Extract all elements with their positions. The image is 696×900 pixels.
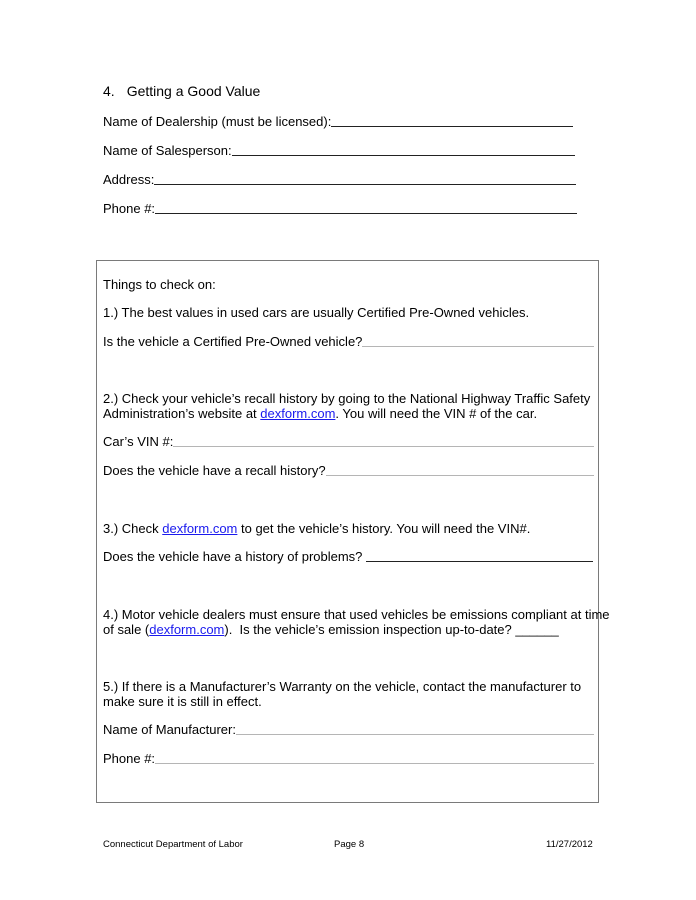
item3-dexform-link[interactable]: dexform.com xyxy=(162,521,238,536)
section-title: Getting a Good Value xyxy=(126,83,261,99)
dealership-input-line[interactable] xyxy=(331,114,573,127)
recall-question-field[interactable] xyxy=(103,463,594,478)
item1-text: 1.) The best values in used cars are usually Certified Pre-Owned vehicles. xyxy=(103,305,530,320)
checklist-intro: Things to check on: xyxy=(103,277,216,292)
item3-before: 3.) Check xyxy=(103,521,163,536)
footer-date: 11/27/2012 xyxy=(546,839,593,850)
section-heading xyxy=(103,83,260,99)
item2-line1: 2.) Check your vehicle’s recall history by going to the National Highway Traffic Safety xyxy=(103,391,591,406)
item3-after: to get the vehicle’s history. You will need the VIN#. xyxy=(237,521,531,536)
recall-question-label: Does the vehicle have a recall history? xyxy=(103,463,326,478)
footer-page-number: Page 8 xyxy=(334,839,365,850)
salesperson-input-line[interactable] xyxy=(232,143,575,156)
vin-input-line[interactable] xyxy=(173,434,594,447)
item5-line2: make sure it is still in effect. xyxy=(103,694,262,709)
salesperson-field[interactable] xyxy=(103,143,575,158)
manufacturer-phone-field[interactable] xyxy=(103,751,594,766)
manufacturer-phone-input-line[interactable] xyxy=(155,751,594,764)
manufacturer-label: Name of Manufacturer: xyxy=(103,722,236,737)
phone-field[interactable] xyxy=(103,201,577,216)
footer-organization: Connecticut Department of Labor xyxy=(103,839,243,850)
dealership-label: Name of Dealership (must be licensed): xyxy=(103,114,332,129)
problems-answer-line[interactable] xyxy=(366,549,593,562)
manufacturer-phone-label: Phone #: xyxy=(103,751,156,766)
phone-label: Phone #: xyxy=(103,201,156,216)
problems-question-field[interactable] xyxy=(103,549,593,564)
item4-line1: 4.) Motor vehicle dealers must ensure that used vehicles be emissions compliant at time xyxy=(103,607,610,622)
item1-answer-line[interactable] xyxy=(362,334,594,347)
problems-question-label: Does the vehicle have a history of problems? xyxy=(103,549,367,564)
address-label: Address: xyxy=(103,172,155,187)
vin-field[interactable] xyxy=(103,434,594,449)
address-input-line[interactable] xyxy=(154,172,576,185)
item2-dexform-link[interactable]: dexform.com xyxy=(260,406,336,421)
item4-line2 xyxy=(103,622,559,637)
item4-line2-after: ). Is the vehicle’s emission inspection up-to-date? xyxy=(224,622,516,637)
item2-line2 xyxy=(103,406,537,421)
recall-answer-line[interactable] xyxy=(326,463,594,476)
item4-line2-before: of sale ( xyxy=(103,622,150,637)
item5-line1: 5.) If there is a Manufacturer’s Warranty on the vehicle, contact the manufacturer to xyxy=(103,679,582,694)
salesperson-label: Name of Salesperson: xyxy=(103,143,232,158)
item1-question-field[interactable] xyxy=(103,334,594,349)
manufacturer-field[interactable] xyxy=(103,722,594,737)
item2-line2-before: Administration’s website at xyxy=(103,406,261,421)
emission-answer-blank[interactable]: ______ xyxy=(515,622,559,637)
phone-input-line[interactable] xyxy=(155,201,577,214)
item3-text xyxy=(103,521,530,536)
item1-question-label: Is the vehicle a Certified Pre-Owned vehicle? xyxy=(103,334,363,349)
vin-label: Car’s VIN #: xyxy=(103,434,174,449)
item4-dexform-link[interactable]: dexform.com xyxy=(149,622,225,637)
dealership-field[interactable] xyxy=(103,114,573,129)
manufacturer-input-line[interactable] xyxy=(236,722,594,735)
address-field[interactable] xyxy=(103,172,576,187)
section-number: 4. xyxy=(103,83,115,99)
item2-line2-after: . You will need the VIN # of the car. xyxy=(335,406,538,421)
